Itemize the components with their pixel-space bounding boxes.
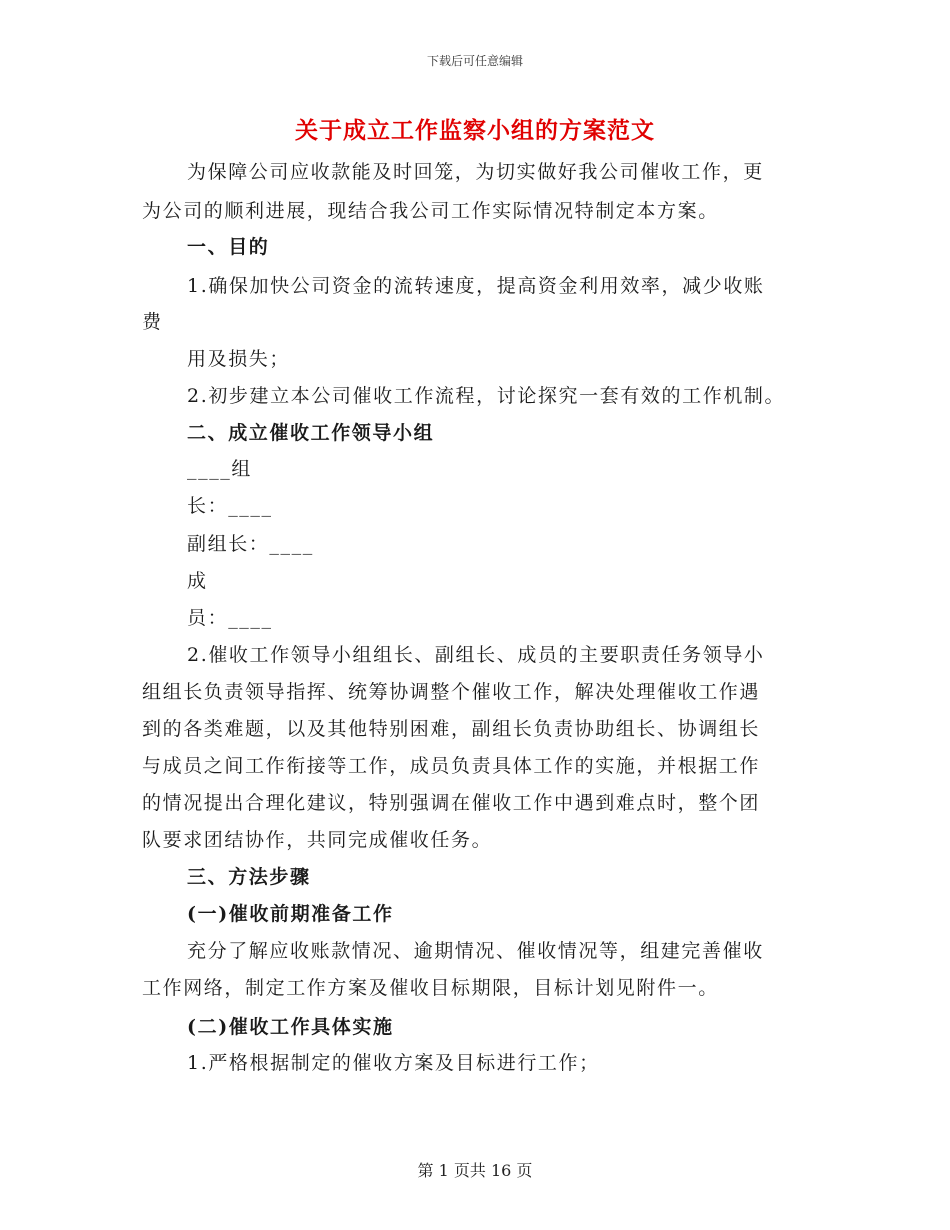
paragraph-line: 费 [142, 311, 163, 333]
paragraph-line: 与成员之间工作衔接等工作，成员负责具体工作的实施，并根据工作 [142, 755, 761, 777]
section-heading: 一、目的 [187, 236, 270, 258]
paragraph-line: ____组 [187, 458, 253, 480]
paragraph-line: 组组长负责领导指挥、统筹协调整个催收工作，解决处理催收工作遇 [142, 681, 761, 703]
paragraph-line: 工作网络，制定工作方案及催收目标期限，目标计划见附件一。 [142, 977, 719, 999]
paragraph-line: 成 [187, 570, 208, 592]
page-footer: 第 1 页共 16 页 [417, 1161, 533, 1180]
section-heading: 三、方法步骤 [187, 866, 311, 888]
paragraph-line: 到的各类难题，以及其他特别困难，副组长负责协助组长、协调组长 [142, 718, 761, 740]
paragraph-line: 充分了解应收账款情况、逾期情况、催收情况等，组建完善催收 [187, 940, 764, 962]
header-note: 下载后可任意编辑 [426, 54, 523, 68]
paragraph-line: 队要求团结协作，共同完成催收任务。 [142, 829, 493, 851]
paragraph-line: 1.严格根据制定的催收方案及目标进行工作； [187, 1052, 600, 1074]
section-heading: 二、成立催收工作领导小组 [187, 422, 435, 444]
paragraph-line: 2.初步建立本公司催收工作流程，讨论探究一套有效的工作机制。 [187, 385, 786, 407]
paragraph-line: 用及损失； [187, 348, 291, 370]
paragraph-line: 员：____ [187, 607, 273, 629]
paragraph-line: 1.确保加快公司资金的流转速度，提高资金利用效率，减少收账 [187, 275, 765, 297]
paragraph-line: 为保障公司应收款能及时回笼，为切实做好我公司催收工作，更 [187, 161, 764, 183]
paragraph-line: 长：____ [187, 495, 273, 517]
document-title: 关于成立工作监察小组的方案范文 [295, 117, 655, 144]
paragraph-line: 为公司的顺利进展，现结合我公司工作实际情况特制定本方案。 [142, 200, 719, 222]
paragraph-line: 副组长：____ [187, 533, 314, 555]
paragraph-line: 的情况提出合理化建议，特别强调在催收工作中遇到难点时，整个团 [142, 792, 761, 814]
subsection-heading: (二)催收工作具体实施 [187, 1016, 394, 1038]
subsection-heading: (一)催收前期准备工作 [187, 903, 394, 925]
paragraph-line: 2.催收工作领导小组组长、副组长、成员的主要职责任务领导小 [187, 644, 765, 666]
